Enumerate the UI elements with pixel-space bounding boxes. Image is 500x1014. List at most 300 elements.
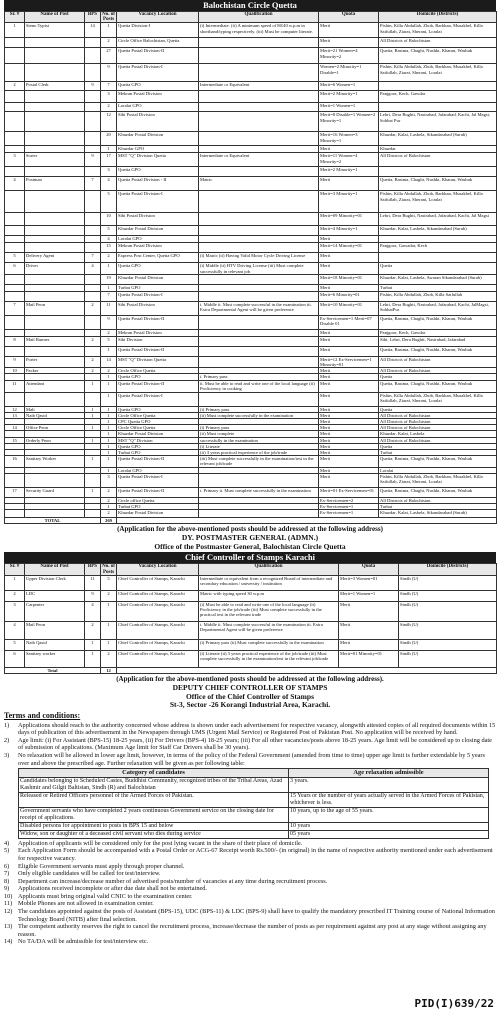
- table-row: [5, 64, 497, 82]
- cell-quota: Merit=2 Minority=1: [319, 91, 379, 103]
- cell-loc: Quetta Postal Division-II: [117, 380, 199, 392]
- cell-n: 1: [101, 346, 117, 356]
- age-category: Released or Retired Officers personnel of the Armed Forces of Pakistan.: [19, 792, 289, 807]
- cell-qual: [199, 167, 319, 177]
- cell-sr: [5, 112, 25, 132]
- cell-quota: Merit=09 Minority=01: [319, 213, 379, 226]
- cell-dom: Lehri, Dera Bughti, Nasirabad, Jafarabad, Kachi, Jal Magsi: [379, 213, 497, 226]
- total-row: [5, 518, 497, 524]
- cell-dom: Panjgoor, Gawadar, Kech: [379, 243, 497, 253]
- cell-quota: Ex-Servicemen=1: [319, 504, 379, 510]
- term-number: 12): [4, 908, 13, 916]
- cell-n: 1: [101, 504, 117, 510]
- cell-post: LDC: [25, 590, 85, 601]
- cell-qual: i. Middle ii. Must complete successful in the examination iii. Extra Departmental Agent will be given preference: [199, 301, 319, 315]
- cell-qual: [199, 291, 319, 301]
- cell-bps: 1: [85, 425, 101, 431]
- cell-bps: 2: [85, 356, 101, 367]
- cell-bps: 2: [85, 621, 101, 639]
- cell-post: Orderly Peon: [25, 437, 85, 443]
- cell-qual: [199, 510, 319, 518]
- cell-qual: [199, 356, 319, 367]
- term-item: [4, 908, 496, 923]
- cell-dom: Sindh (U): [399, 650, 497, 667]
- cell-post: [25, 274, 85, 284]
- total-blank: [117, 518, 497, 524]
- cell-dom: Quetta, Basima, Chaghi, Nushki, Kharan, Washuk: [379, 177, 497, 191]
- cell-quota: Merit: [319, 263, 379, 274]
- cell-post: [25, 315, 85, 329]
- table-row: [5, 103, 497, 112]
- term-number: 3): [4, 751, 10, 759]
- cell-bps: [85, 213, 101, 226]
- cell-sr: 6: [5, 650, 25, 667]
- cell-loc: Sibi Postal Division: [117, 213, 199, 226]
- column-header: Domicile (Districts): [379, 12, 497, 23]
- cell-n: 5: [101, 336, 117, 346]
- table-row: [5, 510, 497, 518]
- cell-qual: [199, 473, 319, 487]
- cell-qual: Intermediate or Equivalent: [199, 153, 319, 167]
- cell-qual: Matric with typing speed 30 w.p.m: [199, 590, 339, 601]
- cell-qual: (i) Matric (ii) Having Valid Motor Cycle Driving License: [199, 253, 319, 263]
- cell-loc: Sibi Postal Division: [117, 112, 199, 132]
- address-line: St-3, Sector -26 Korangi Industrial Area, Karachi.: [169, 700, 331, 710]
- term-item: [4, 923, 496, 938]
- table-row: [5, 253, 497, 263]
- cell-dom: All Districts of Balochistan: [379, 356, 497, 367]
- cell-post: Carpenter: [25, 601, 85, 621]
- cell-post: Delivery Agent: [25, 253, 85, 263]
- address-line: DEPUTY CHIEF CONTROLLER OF STAMPS: [172, 683, 328, 693]
- cell-dom: Quetta, Basima, Chaghi, Nushki, Kharan, Washuk: [379, 48, 497, 64]
- cell-bps: 7: [85, 253, 101, 263]
- cell-loc: Quetta Postal Division-II: [117, 48, 199, 64]
- cell-post: Sorter: [25, 153, 85, 167]
- cell-sr: 10: [5, 368, 25, 374]
- table-row: [5, 146, 497, 153]
- cell-quota: Merit=3 Minority=1: [319, 191, 379, 213]
- cell-n: 1: [101, 406, 117, 412]
- cell-n: 19: [101, 274, 117, 284]
- cell-loc: Mekran Postal Division: [117, 329, 199, 336]
- cell-loc: Quetta Postal Division-II: [117, 315, 199, 329]
- address-line: DY. POSTMASTER GENERAL (ADMN.): [181, 533, 319, 543]
- cell-bps: [85, 103, 101, 112]
- cell-quota: Merit=4 Minority=1: [319, 226, 379, 236]
- term-text: Application of applicants will be considered only for the post lying vacant in the share of their place of domicile.: [18, 839, 303, 847]
- cell-n: 5: [101, 226, 117, 236]
- cell-loc: Turbat GPO: [117, 504, 199, 510]
- cell-dom: Khuzdar, Kalat, Lasbela, Sikandarabad (Surab): [379, 226, 497, 236]
- cell-loc: Quetta GPO: [117, 374, 199, 380]
- title-stamps-karachi: Chief Controller of Stamps Karachi: [4, 552, 496, 563]
- cell-sr: [5, 48, 25, 64]
- cell-qual: (ii) Must complete: [199, 431, 319, 437]
- cell-bps: 4: [85, 263, 101, 274]
- cell-n: 2: [101, 38, 117, 48]
- cell-quota: Merit: [319, 412, 379, 418]
- age-relaxation: 10 years, up to the age of 55 years.: [289, 807, 489, 822]
- cell-n: 9: [101, 315, 117, 329]
- table-row: [5, 601, 497, 621]
- term-item: [4, 737, 496, 752]
- cell-bps: 9: [85, 82, 101, 91]
- cell-loc: Quetta Postal Division-II: [117, 456, 199, 467]
- cell-n: 3: [101, 91, 117, 103]
- cell-dom: [379, 103, 497, 112]
- cell-dom: Turbat: [379, 450, 497, 456]
- cell-loc: Circle office Quetta: [117, 497, 199, 503]
- cell-dom: [379, 253, 497, 263]
- cell-post: Naib Qasid: [25, 412, 85, 418]
- cell-dom: Quetta, Basima, Chaghi, Nushki, Kharan, Washuk: [379, 487, 497, 497]
- cell-quota: Merit: [319, 450, 379, 456]
- cell-loc: Circle Office Balochistan, Quetta: [117, 38, 199, 48]
- cell-sr: 7: [5, 301, 25, 315]
- cell-qual: i. Primary pass: [199, 374, 319, 380]
- cell-sr: 15: [5, 437, 25, 443]
- cell-dom: Khuzdar, Kalat, Lasbela, Awaran Sikandarabad (Surab): [379, 274, 497, 284]
- cell-bps: 11: [85, 575, 101, 590]
- cell-loc: Khuzdar Postal Division: [117, 274, 199, 284]
- cell-dom: All Districts of Balochistan: [379, 437, 497, 443]
- cell-quota: Merit=6 Women=1: [319, 82, 379, 91]
- cell-n: 12: [101, 112, 117, 132]
- cell-loc: Quetta Postal Division-I: [117, 291, 199, 301]
- term-item: [4, 893, 496, 901]
- cell-sr: 11: [5, 380, 25, 392]
- column-header: Vacancy Location: [117, 564, 199, 575]
- cell-post: [25, 132, 85, 146]
- table-row: [5, 38, 497, 48]
- cell-sr: [5, 38, 25, 48]
- cell-n: 7: [101, 291, 117, 301]
- cell-loc: Chief Controller of Stamps, Karachi: [117, 650, 199, 667]
- age-category: Candidates belonging to Scheduled Castes, Buddhist Community, recognized tribes of the Tribal Areas, Azad Kashmir and Gilgit Baltistan, Sindh (R) and Balochistan: [19, 777, 289, 792]
- term-text: Only eligible candidates will be called for test/interview.: [18, 870, 161, 878]
- cell-sr: [5, 510, 25, 518]
- age-row: [19, 822, 489, 830]
- term-number: 11): [4, 900, 13, 908]
- cell-n: 1: [101, 467, 117, 473]
- term-item: [4, 863, 496, 871]
- cell-qual: successfully in the examination: [199, 437, 319, 443]
- cell-dom: Sindh (U): [399, 601, 497, 621]
- cell-quota: Merit: [319, 368, 379, 374]
- cell-dom: [379, 167, 497, 177]
- cell-n: 1: [101, 374, 117, 380]
- cell-bps: [85, 38, 101, 48]
- cell-qual: [199, 132, 319, 146]
- cell-post: Security Guard: [25, 487, 85, 497]
- column-header: No. of Posts: [102, 564, 115, 575]
- address-block-2: [4, 684, 496, 710]
- column-header: BPS: [85, 564, 101, 575]
- column-header: Sr. #: [5, 12, 25, 23]
- cell-sr: 9: [5, 356, 25, 367]
- cell-loc: Quetta Postal Division - II: [117, 177, 199, 191]
- application-note-1: (Application for the above-mentioned posts should be addressed at the following address): [117, 525, 383, 534]
- cell-n: 2: [101, 510, 117, 518]
- cell-n: 1: [101, 639, 117, 650]
- cell-dom: Turbat: [379, 504, 497, 510]
- cell-n: 5: [101, 191, 117, 213]
- cell-post: Postal Clerk: [25, 82, 85, 91]
- cell-quota: Merit: [319, 146, 379, 153]
- cell-bps: 1: [85, 487, 101, 497]
- cell-dom: All Districts of Balochistan: [379, 412, 497, 418]
- cell-quota: Merit=3 Women=01: [339, 575, 399, 590]
- cell-sr: [5, 213, 25, 226]
- cell-loc: Quetta Postal Division-I: [117, 392, 199, 406]
- cell-loc: MST "Q" Division: [117, 437, 199, 443]
- cell-dom: Quetta: [379, 406, 497, 412]
- cell-loc: Loralai GPO: [117, 236, 199, 243]
- cell-quota: Merit=01 Minority=01: [339, 650, 399, 667]
- table-row: [5, 48, 497, 64]
- cell-bps: [85, 91, 101, 103]
- cell-sr: 3: [5, 153, 25, 167]
- cell-post: Attendant: [25, 380, 85, 392]
- cell-n: 17: [101, 153, 117, 167]
- cell-bps: [85, 284, 101, 291]
- cell-loc: Quetta GPO: [117, 443, 199, 449]
- cell-post: [25, 146, 85, 153]
- cell-n: 4: [101, 236, 117, 243]
- age-relaxation: 05 years: [289, 830, 489, 838]
- cell-bps: 14: [85, 23, 101, 38]
- cell-qual: (i) Literate (ii) 3 years practical experience of the job/trade (iii) Must complete successfully in the examination/test in the relevant job/trade: [199, 650, 339, 667]
- cell-sr: 2: [5, 590, 25, 601]
- total-label: Total: [5, 667, 101, 673]
- cell-sr: [5, 132, 25, 146]
- cell-n: 1: [101, 412, 117, 418]
- cell-bps: [85, 132, 101, 146]
- cell-post: Mali: [25, 406, 85, 412]
- cell-bps: [85, 315, 101, 329]
- cell-n: 1: [101, 450, 117, 456]
- age-column-header: Category of candidates: [19, 769, 289, 778]
- cell-bps: [85, 473, 101, 487]
- cell-n: 1: [101, 431, 117, 437]
- cell-qual: [199, 91, 319, 103]
- cell-qual: [199, 226, 319, 236]
- cell-dom: Pishin, Killa Abdullah, Zhob, Barkhan, Musakhel, Killa Saifullah, Ziarat, Sherani, Loralai: [379, 64, 497, 82]
- cell-bps: 1: [85, 437, 101, 443]
- term-text: Department can increase/decrease number of advertised posts/number of vacancies at any time during recruitment process.: [18, 877, 328, 885]
- term-text: The candidates appointed against the posts of Assistant (BPS-15), UDC (BPS-11) & LDC (BPS-9) shall have to qualify the mandatory prescribed IT Training course of National Information Technology Board (NITB) after final selection.: [18, 908, 495, 923]
- cell-qual: [199, 336, 319, 346]
- column-header: Domicile (Districts): [399, 564, 497, 575]
- term-number: 13): [4, 923, 13, 931]
- cell-qual: [199, 392, 319, 406]
- cell-qual: (i) Must be able to read and write one of the local language (ii) Proficiency in the job/trade (iii) Must complete successfully in the practical test in the relevant trade: [199, 601, 339, 621]
- cell-bps: 1: [85, 412, 101, 418]
- cell-loc: Loralai GPO: [117, 103, 199, 112]
- term-text: Eligible Government servants must apply through proper channel.: [18, 862, 185, 870]
- cell-qual: (i) Primary pass: [199, 425, 319, 431]
- cell-post: [25, 103, 85, 112]
- cell-dom: Quetta: [379, 374, 497, 380]
- table-row: [5, 392, 497, 406]
- cell-loc: Quetta Division-I: [117, 23, 199, 38]
- cell-loc: Sibi Postal Division: [117, 301, 199, 315]
- cell-sr: 2: [5, 82, 25, 91]
- term-text: Applicants must bring original valid CNIC to the examination center.: [18, 892, 193, 900]
- term-item: [4, 885, 496, 893]
- term-text: Mobile Phones are not allowed in examination center.: [18, 900, 154, 908]
- total-row: [5, 667, 497, 673]
- application-note-2: (Application for the above-mentioned posts should be addressed at the following address).: [116, 675, 384, 684]
- cell-dom: [379, 236, 497, 243]
- cell-dom: Quetta, Basima, Chaghi, Nushki, Kharan, Washuk: [379, 315, 497, 329]
- column-header: Qualification: [199, 12, 319, 23]
- cell-loc: Khuzdar Postal Division: [117, 226, 199, 236]
- cell-post: Sanitary Worker: [25, 456, 85, 467]
- table-row: [5, 575, 497, 590]
- cell-quota: Women=2 Minority=1 Disable=1: [319, 64, 379, 82]
- age-row: [19, 830, 489, 838]
- cell-post: Upper Division Clerk: [25, 575, 85, 590]
- cell-quota: Merit: [319, 336, 379, 346]
- cell-post: [25, 346, 85, 356]
- cell-sr: [5, 473, 25, 487]
- cell-loc: Quetta GPO: [117, 406, 199, 412]
- cell-sr: [5, 226, 25, 236]
- cell-sr: [5, 236, 25, 243]
- cell-sr: [5, 167, 25, 177]
- cell-sr: [5, 64, 25, 82]
- cell-dom: Panjgoor, Kech, Gawdar: [379, 91, 497, 103]
- cell-post: Porter: [25, 356, 85, 367]
- term-text: Each Application Form should be accompanied with a Postal Order or ACG-67 Receipt worth Rs.500/- (in original) in the name of respective authority mentioned under each advertisement for respective vacancy.: [18, 847, 493, 862]
- cell-loc: Khuzdar GPO: [117, 146, 199, 153]
- cell-sr: [5, 146, 25, 153]
- cell-quota: Merit: [319, 419, 379, 425]
- terms-title: Terms and conditions:: [4, 710, 81, 720]
- cell-sr: 14: [5, 425, 25, 431]
- term-text: Age limit: (i) For Assistant (BPS-15) 18-25 years, (ii) For Drivers (BPS-4) 18-25 years; (iii) For all other vacancies/posts above 18-25 years. Age limit will be considered up to closing date of submission of applications. (Maximum Age limit for Staff Car Drivers shall be 30 years).: [18, 736, 492, 752]
- table-row: [5, 243, 497, 253]
- cell-n: 2: [101, 650, 117, 667]
- cell-qual: [199, 146, 319, 153]
- age-row: [19, 792, 489, 807]
- total-label: TOTAL: [5, 518, 101, 524]
- cell-dom: All Districts of Balochistan: [379, 425, 497, 431]
- cell-dom: Khuzdar, Kalat, Lasbela: [379, 431, 497, 437]
- cell-quota: Merit: [319, 329, 379, 336]
- cell-sr: [5, 274, 25, 284]
- cell-dom: All Districts of Balochistan: [379, 153, 497, 167]
- cell-dom: Pishin, Killa Abdullah, Zhob, Killa Saifullah: [379, 291, 497, 301]
- cell-n: 2: [101, 253, 117, 263]
- cell-quota: Merit: [319, 431, 379, 437]
- term-number: 10): [4, 892, 13, 900]
- cell-sr: [5, 243, 25, 253]
- cell-dom: Lehri, Dera Bughti, Nasirabad, Jafarabad, Kachi, Jal Magsi, Sohbat Pur: [379, 112, 497, 132]
- column-header: Name of Post: [25, 564, 85, 575]
- cell-post: Naib Qasid: [25, 639, 85, 650]
- cell-bps: [85, 236, 101, 243]
- cell-post: [25, 213, 85, 226]
- age-category: Disabled persons for appointment to posts in BPS 15 and below: [19, 822, 289, 830]
- cell-qual: [199, 103, 319, 112]
- cell-quota: Merit=18 Minority=01: [319, 274, 379, 284]
- address-block-1: [4, 534, 496, 551]
- term-text: No TA/DA will be admissible for test/interview etc.: [18, 938, 149, 946]
- term-item: [4, 938, 496, 946]
- cell-dom: Turbat: [379, 284, 497, 291]
- table-row: [5, 590, 497, 601]
- cell-loc: Chief Controller of Stamps, Karachi: [117, 639, 199, 650]
- table-row: [5, 356, 497, 367]
- cell-qual: (i) Primary pass (ii) Must complete successfully in the examination: [199, 639, 339, 650]
- table-row: [5, 473, 497, 487]
- cell-n: 1: [101, 425, 117, 431]
- table-row: [5, 112, 497, 132]
- term-text: No relaxation will be allowed in lower age limit, however, in terms of the policy of the Federal Government (amended from time to time) upper age limit is further extendable by 5 years over and above the prescribed age. Further relaxation will be given as per following table:: [18, 751, 485, 767]
- table-row: [5, 177, 497, 191]
- cell-n: 2: [101, 368, 117, 374]
- cell-quota: Merit: [319, 346, 379, 356]
- cell-post: [25, 112, 85, 132]
- cell-qual: [199, 213, 319, 226]
- cell-quota: Merit: [339, 639, 399, 650]
- cell-post: [25, 38, 85, 48]
- cell-loc: Sibi Division: [117, 336, 199, 346]
- cell-dom: Sibi, Lehri, Dera Bughti, Nasirabad, Jafarabad: [379, 336, 497, 346]
- cell-loc: Circle Office Quetta: [117, 368, 199, 374]
- cell-loc: Mekran Postal Division: [117, 91, 199, 103]
- table-row: [5, 132, 497, 146]
- cell-quota: Ex-Servicemen=2: [319, 497, 379, 503]
- table-row: [5, 82, 497, 91]
- cell-post: [25, 392, 85, 406]
- cell-post: [25, 48, 85, 64]
- cell-qual: [199, 38, 319, 48]
- age-category: Government servants who have completed 2 years continuous Government service on the closing date for receipt of applications.: [19, 807, 289, 822]
- cell-post: [25, 191, 85, 213]
- cell-sr: [5, 315, 25, 329]
- cell-dom: Pishin, Killa Abdullah, Zhob, Barkhan, Musakhel, Killa Saifullah, Ziarat, Sherani, Loralai: [379, 23, 497, 38]
- cell-loc: Circle Office Quetta: [117, 412, 199, 418]
- cell-sr: [5, 329, 25, 336]
- table-row: [5, 153, 497, 167]
- table-row: [5, 167, 497, 177]
- cell-sr: 1: [5, 23, 25, 38]
- table-row: [5, 301, 497, 315]
- table-row: [5, 380, 497, 392]
- table-row: [5, 315, 497, 329]
- cell-sr: 8: [5, 336, 25, 346]
- cell-bps: 7: [85, 177, 101, 191]
- cell-loc: Quetta Postal Division-I: [117, 473, 199, 487]
- cell-quota: Merit=11 Women=4 Minority=2: [319, 153, 379, 167]
- table-row: [5, 456, 497, 467]
- term-number: 6): [4, 862, 10, 870]
- cell-quota: Merit: [319, 23, 379, 38]
- term-item: [4, 752, 496, 767]
- cell-sr: 5: [5, 639, 25, 650]
- cell-dom: All Districts of Balochistan: [379, 368, 497, 374]
- table-row: [5, 274, 497, 284]
- cell-loc: Chief Controller of Stamps, Karachi: [117, 601, 199, 621]
- cell-bps: 2: [85, 368, 101, 374]
- cell-n: 11: [101, 301, 117, 315]
- cell-qual: i. Primary ii. Must complete successfully in the examination: [199, 487, 319, 497]
- table-row: [5, 329, 497, 336]
